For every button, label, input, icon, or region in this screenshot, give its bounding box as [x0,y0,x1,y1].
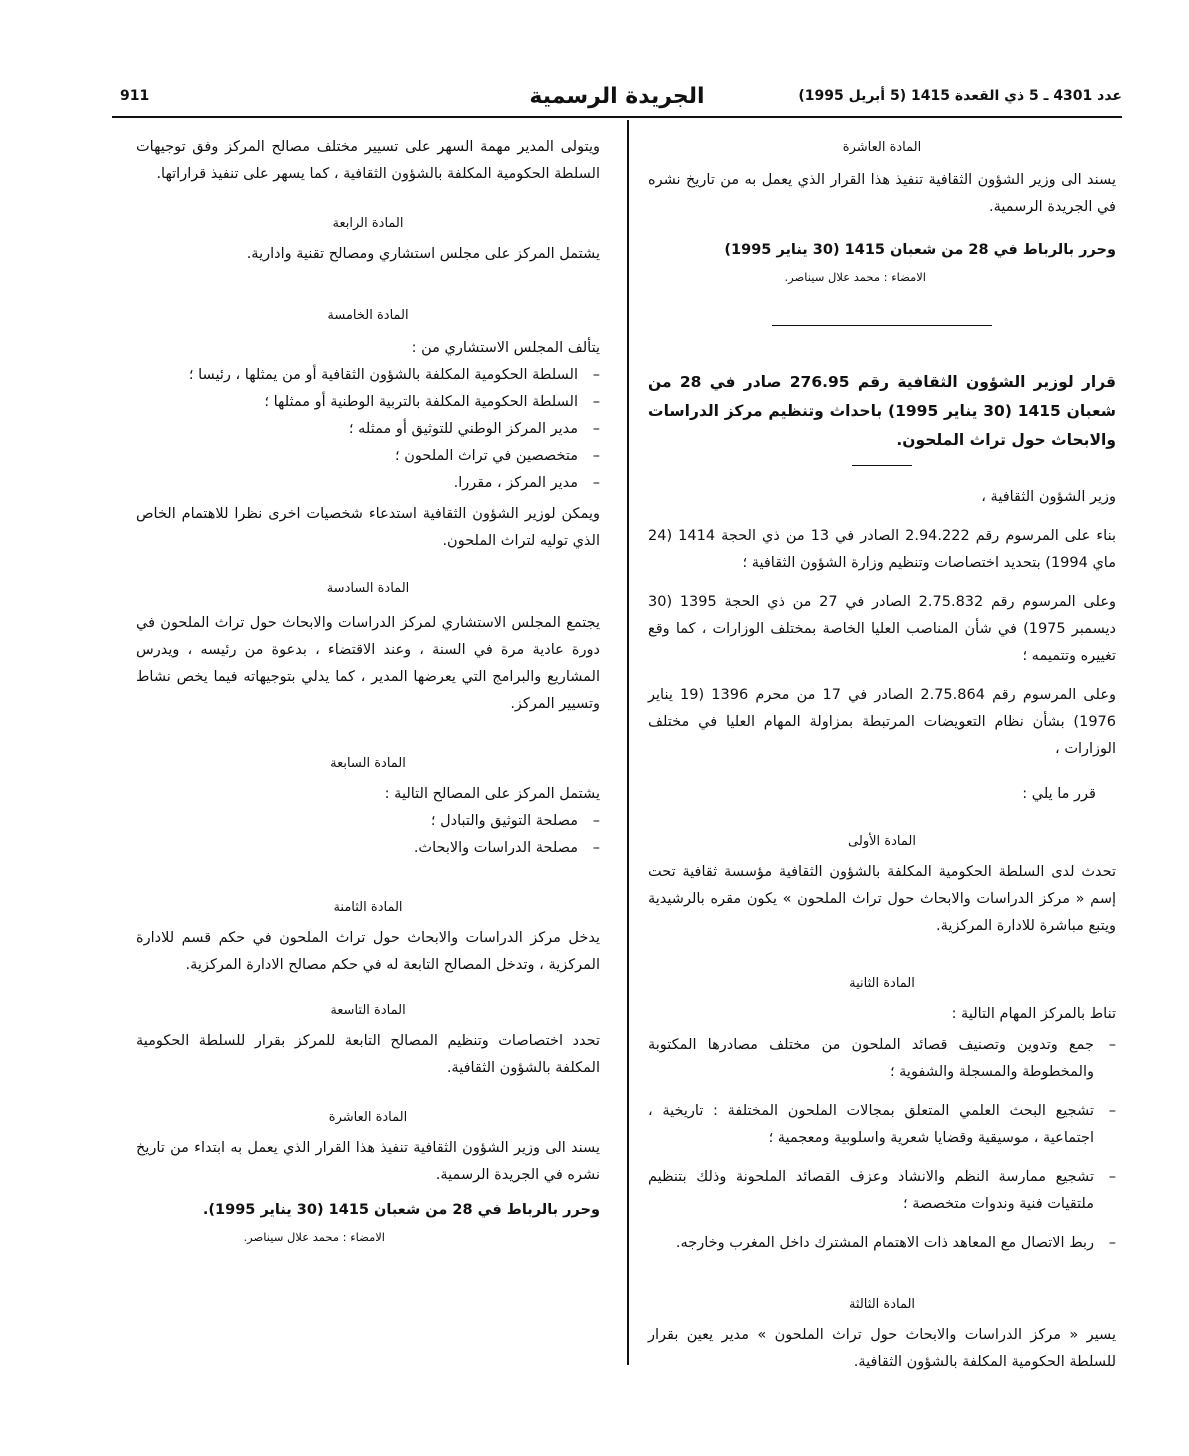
decides-line: قرر ما يلي : [1022,786,1096,802]
article-text: يجتمع المجلس الاستشاري لمركز الدراسات والابحاث حول تراث الملحون في دورة عادية مرة في السنة ، وعند الاقتضاء ، بدعوة من رئيسه ، ويدرس المشاريع والبرامج التي يعرضها المدير ، كما يدلي بتوجيهاته فيما يخص نشاط وتسيير المركز. [136,615,600,712]
done-at: وحرر بالرباط في 28 من شعبان 1415 (30 يناير 1995) [724,242,1116,258]
list-item: – مدير المركز الوطني للتوثيق أو ممثله ؛ [136,416,600,443]
article-text: يسير « مركز الدراسات والابحاث حول تراث الملحون » مدير يعين بقرار للسلطة الحكومية المكلفة بالشؤون الثقافية. [648,1327,1116,1370]
list-item: – السلطة الحكومية المكلفة بالشؤون الثقافية أو من يمثلها ، رئيسا ؛ [136,362,600,389]
whereas-paragraph: وعلى المرسوم رقم 2.75.864 الصادر في 17 من محرم 1396 (19 يناير 1976) بشأن نظام التعويضات المرتبطة بمزاولة المهام العليا في مختلف الوزارات ، [648,687,1116,757]
whereas-paragraph: وعلى المرسوم رقم 2.75.832 الصادر في 27 من ذي الحجة 1395 (30 ديسمبر 1975) في شأن المناصب العليا الخاصة بمختلف الوزارات ، كما وقع تغييره وتتميمه ؛ [648,594,1116,664]
article-text: يشتمل المركز على مجلس استشاري ومصالح تقنية وادارية. [246,246,600,262]
council-members-list [136,362,600,497]
journal-title: الجريدة الرسمية [529,84,705,109]
minister-line: وزير الشؤون الثقافية ، [981,489,1116,505]
article-text: تحدد اختصاصات وتنظيم المصالح التابعة للمركز بقرار للسلطة الحكومية المكلفة بالشؤون الثقافية. [136,1033,600,1076]
signature: الامضاء : محمد علال سيناصر. [243,1230,385,1244]
article-heading: المادة الثالثة [848,1297,916,1312]
list-item: – السلطة الحكومية المكلفة بالتربية الوطنية أو ممثلها ؛ [136,389,600,416]
article-intro: تناط بالمركز المهام التالية : [951,1006,1116,1022]
separator-rule [772,325,992,326]
right-column [648,134,1116,1376]
services-list [136,808,600,862]
done-at: وحرر بالرباط في 28 من شعبان 1415 (30 يناير 1995). [202,1202,600,1218]
article-text: ويمكن لوزير الشؤون الثقافية استدعاء شخصيات اخرى نظرا للاهتمام الخاص الذي توليه لتراث الملحون. [136,506,600,549]
list-item: – تشجيع البحث العلمي المتعلق بمجالات الملحون المختلفة : تاريخية ، اجتماعية ، موسيقية وقضايا شعرية واسلوبية ومعجمية ؛ [648,1098,1116,1152]
list-item: – مدير المركز ، مقررا. [136,470,600,497]
article-text: تحدث لدى السلطة الحكومية المكلفة بالشؤون الثقافية مؤسسة ثقافية تحت إسم « مركز الدراسات والابحاث حول تراث الملحون » يكون مقره بالرشيدية ويتبع مباشرة للادارة المركزية. [648,864,1116,934]
article-heading: المادة الأولى [848,834,916,849]
article-heading: المادة الثامنة [333,900,403,915]
article-intro: يتألف المجلس الاستشاري من : [411,340,600,356]
article-heading: المادة السابعة [330,756,406,771]
article-text: ويتولى المدير مهمة السهر على تسيير مختلف مصالح المركز وفق توجيهات السلطة الحكومية المكلفة بالشؤون الثقافية ، كما يسهر على تنفيذ قراراتها. [136,139,600,182]
article-heading: المادة التاسعة [330,1003,406,1018]
article-heading: المادة الثانية [849,976,915,991]
left-column [136,134,600,1251]
article-text: يسند الى وزير الشؤون الثقافية تنفيذ هذا القرار الذي يعمل به من تاريخ نشره في الجريدة الرسمية. [648,172,1116,215]
article-intro: يشتمل المركز على المصالح التالية : [384,786,600,802]
article-text: يدخل مركز الدراسات والابحاث حول تراث الملحون في حكم قسم للادارة المركزية ، وتدخل المصالح التابعة له في حكم مصالح الادارة المركزية. [136,930,600,973]
missions-list [648,1032,1116,1257]
issue-info: عدد 4301 ـ 5 ذي القعدة 1415 (5 أبريل 1995) [798,88,1122,104]
title-underline [852,465,912,466]
list-item: – متخصصين في تراث الملحون ؛ [136,443,600,470]
page-number: 911 [120,88,150,104]
column-divider [627,120,629,1365]
article-heading: المادة الخامسة [327,308,409,323]
list-item: – مصلحة الدراسات والابحاث. [136,835,600,862]
page-header [112,84,1122,110]
list-item: – مصلحة التوثيق والتبادل ؛ [136,808,600,835]
decree-title: قرار لوزير الشؤون الثقافية رقم 276.95 صادر في 28 من شعبان 1415 (30 يناير 1995) باحداث وتنظيم مركز الدراسات والابحاث حول تراث الملحون. [648,373,1116,449]
list-item: – جمع وتدوين وتصنيف قصائد الملحون من مختلف مصادرها المكتوبة والمخطوطة والمسجلة والشفوية ؛ [648,1032,1116,1086]
header-rule [112,116,1122,118]
list-item: – تشجيع ممارسة النظم والانشاد وعزف القصائد الملحونة وذلك بتنظيم ملتقيات فنية وندوات متخصصة ؛ [648,1164,1116,1218]
article-text: يسند الى وزير الشؤون الثقافية تنفيذ هذا القرار الذي يعمل به ابتداء من تاريخ نشره في الجريدة الرسمية. [136,1140,600,1183]
article-heading: المادة الرابعة [332,216,404,231]
article-heading: المادة العاشرة [328,1110,408,1125]
whereas-paragraph: بناء على المرسوم رقم 2.94.222 الصادر في 13 من ذي الحجة 1414 (24 ماي 1994) بتحديد اختصاصات وتنظيم وزارة الشؤون الثقافية ؛ [648,528,1116,571]
article-heading: المادة العاشرة [842,140,922,155]
signature: الامضاء : محمد علال سيناصر. [784,270,926,284]
list-item: – ربط الاتصال مع المعاهد ذات الاهتمام المشترك داخل المغرب وخارجه. [648,1230,1116,1257]
article-heading: المادة السادسة [326,581,410,596]
